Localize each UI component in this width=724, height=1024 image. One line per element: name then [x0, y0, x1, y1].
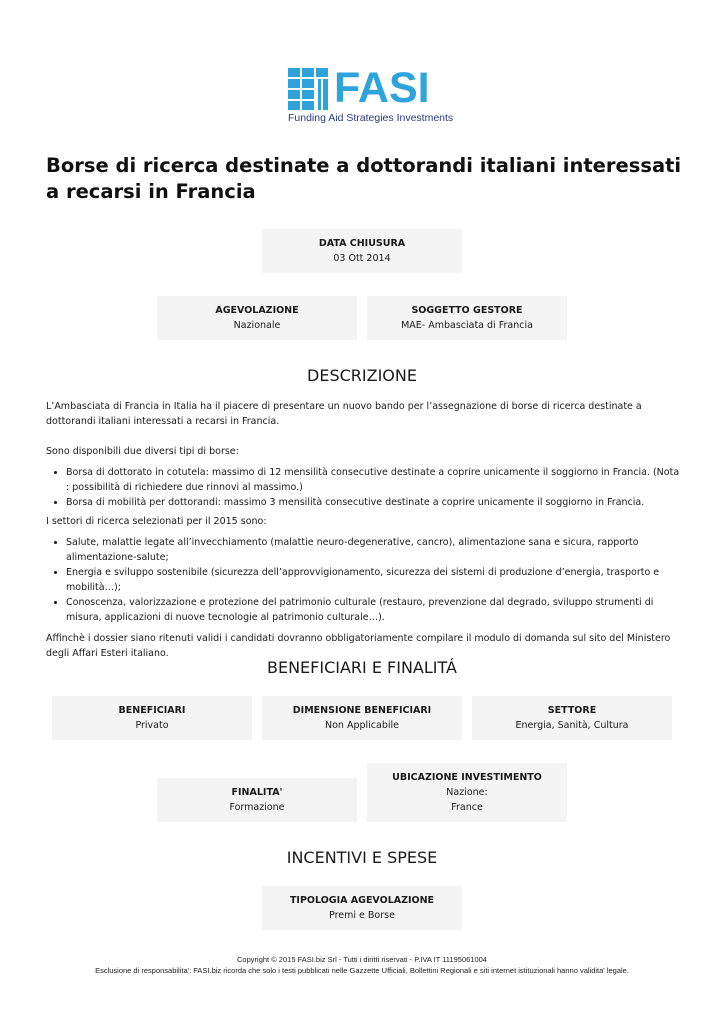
fasi-logo-mark-icon: [288, 68, 332, 112]
tipologia-agevolazione-box: [262, 886, 462, 930]
dimensione-beneficiari-label: DIMENSIONE BENEFICIARI: [292, 705, 432, 716]
descrizione-intro: L’Ambasciata di Francia in Italia ha il piacere di presentare un nuovo bando per l’assegnazione di borse di ricerca destinate a dottorandi italiani interessati a recarsi in Francia.: [46, 401, 642, 427]
settori-list: [46, 535, 682, 625]
fasi-logo-word: FASI: [334, 64, 430, 112]
agevolazione-label: AGEVOLAZIONE: [215, 305, 299, 316]
beneficiari-value: Privato: [135, 720, 169, 731]
data-chiusura-value: 03 Ott 2014: [333, 253, 391, 264]
dimensione-beneficiari-value: Non Applicabile: [325, 720, 399, 731]
settore-label: SETTORE: [547, 705, 597, 716]
ubicazione-investimento-value-line2: France: [451, 802, 483, 813]
footer: [0, 954, 724, 976]
soggetto-gestore-value: MAE- Ambasciata di Francia: [401, 320, 533, 331]
ubicazione-investimento-value-line1: Nazione:: [446, 787, 488, 798]
data-chiusura-label: DATA CHIUSURA: [318, 238, 406, 249]
list-item: • Borsa di mobilità per dottorandi: massimo 3 mensilità consecutive destinate a coprire unicamente il soggiorno in Francia.: [66, 495, 682, 510]
dimensione-beneficiari-box: [262, 696, 462, 740]
finalita-label: FINALITA': [231, 787, 283, 798]
ubicazione-investimento-box: [367, 763, 567, 822]
list-item: • Conoscenza, valorizzazione e protezione del patrimonio culturale (restauro, prevenzione dal degrado, sviluppo strumenti di misura, applicazioni di nuove tecnologie al patrimonio culturale…).: [66, 595, 682, 625]
descrizione-settori-intro: I settori di ricerca selezionati per il 2015 sono:: [46, 516, 267, 527]
settore-box: [472, 696, 672, 740]
beneficiari-box: [52, 696, 252, 740]
tipologia-agevolazione-value: Premi e Borse: [329, 910, 395, 921]
descrizione-body: [46, 399, 682, 661]
tipologia-agevolazione-label: TIPOLOGIA AGEVOLAZIONE: [289, 895, 435, 906]
list-item: • Energia e sviluppo sostenibile (sicurezza dell’approvvigionamento, sicurezza dei sistemi di produzione d’energia, trasporto e mobilità…);: [66, 565, 682, 595]
descrizione-borse-intro: Sono disponibili due diversi tipi di borse:: [46, 446, 239, 457]
descrizione-closing: Affinchè i dossier siano ritenuti validi i candidati dovranno obbligatoriamente compilare il modulo di domanda sul sito del Ministero degli Affari Esteri italiano.: [46, 633, 671, 659]
footer-disclaimer: Esclusione di responsabilita': FASI.biz ricorda che solo i testi pubblicati nelle Gazzette Ufficiali, Bollettini Regionali e siti internet istituzionali hanno validita' legale.: [95, 966, 629, 975]
page-title: Borse di ricerca destinate a dottorandi italiani interessati a recarsi in Francia: [46, 154, 682, 203]
settore-value: Energia, Sanità, Cultura: [515, 720, 629, 731]
beneficiari-heading: BENEFICIARI E FINALITÁ: [267, 658, 457, 677]
ubicazione-investimento-label: UBICAZIONE INVESTIMENTO: [392, 772, 542, 783]
finalita-value: Formazione: [229, 802, 285, 813]
data-chiusura-box: [262, 229, 462, 273]
descrizione-heading: DESCRIZIONE: [307, 366, 417, 385]
incentivi-heading: INCENTIVI E SPESE: [286, 848, 438, 867]
soggetto-gestore-label: SOGGETTO GESTORE: [411, 305, 523, 316]
agevolazione-value: Nazionale: [233, 320, 281, 331]
soggetto-gestore-box: [367, 296, 567, 340]
footer-copyright: Copyright © 2015 FASI.biz Srl - Tutti i diritti riservati - P.IVA IT 11195061004: [237, 955, 487, 964]
fasi-logo-tagline: Funding Aid Strategies Investments: [288, 112, 454, 124]
finalita-box: [157, 778, 357, 822]
borse-list: [46, 465, 682, 510]
list-item: • Borsa di dottorato in cotutela: massimo di 12 mensilità consecutive destinate a coprire unicamente il soggiorno in Francia. (Nota : possibilità di richiedere due rinnovi al massimo.): [66, 465, 682, 495]
beneficiari-label: BENEFICIARI: [118, 705, 186, 716]
list-item: • Salute, malattie legate all’invecchiamento (malattie neuro-degenerative, cancro), alimentazione sana e sicura, rapporto alimentazione-salute;: [66, 535, 682, 565]
fasi-logo: [288, 64, 454, 128]
agevolazione-box: [157, 296, 357, 340]
